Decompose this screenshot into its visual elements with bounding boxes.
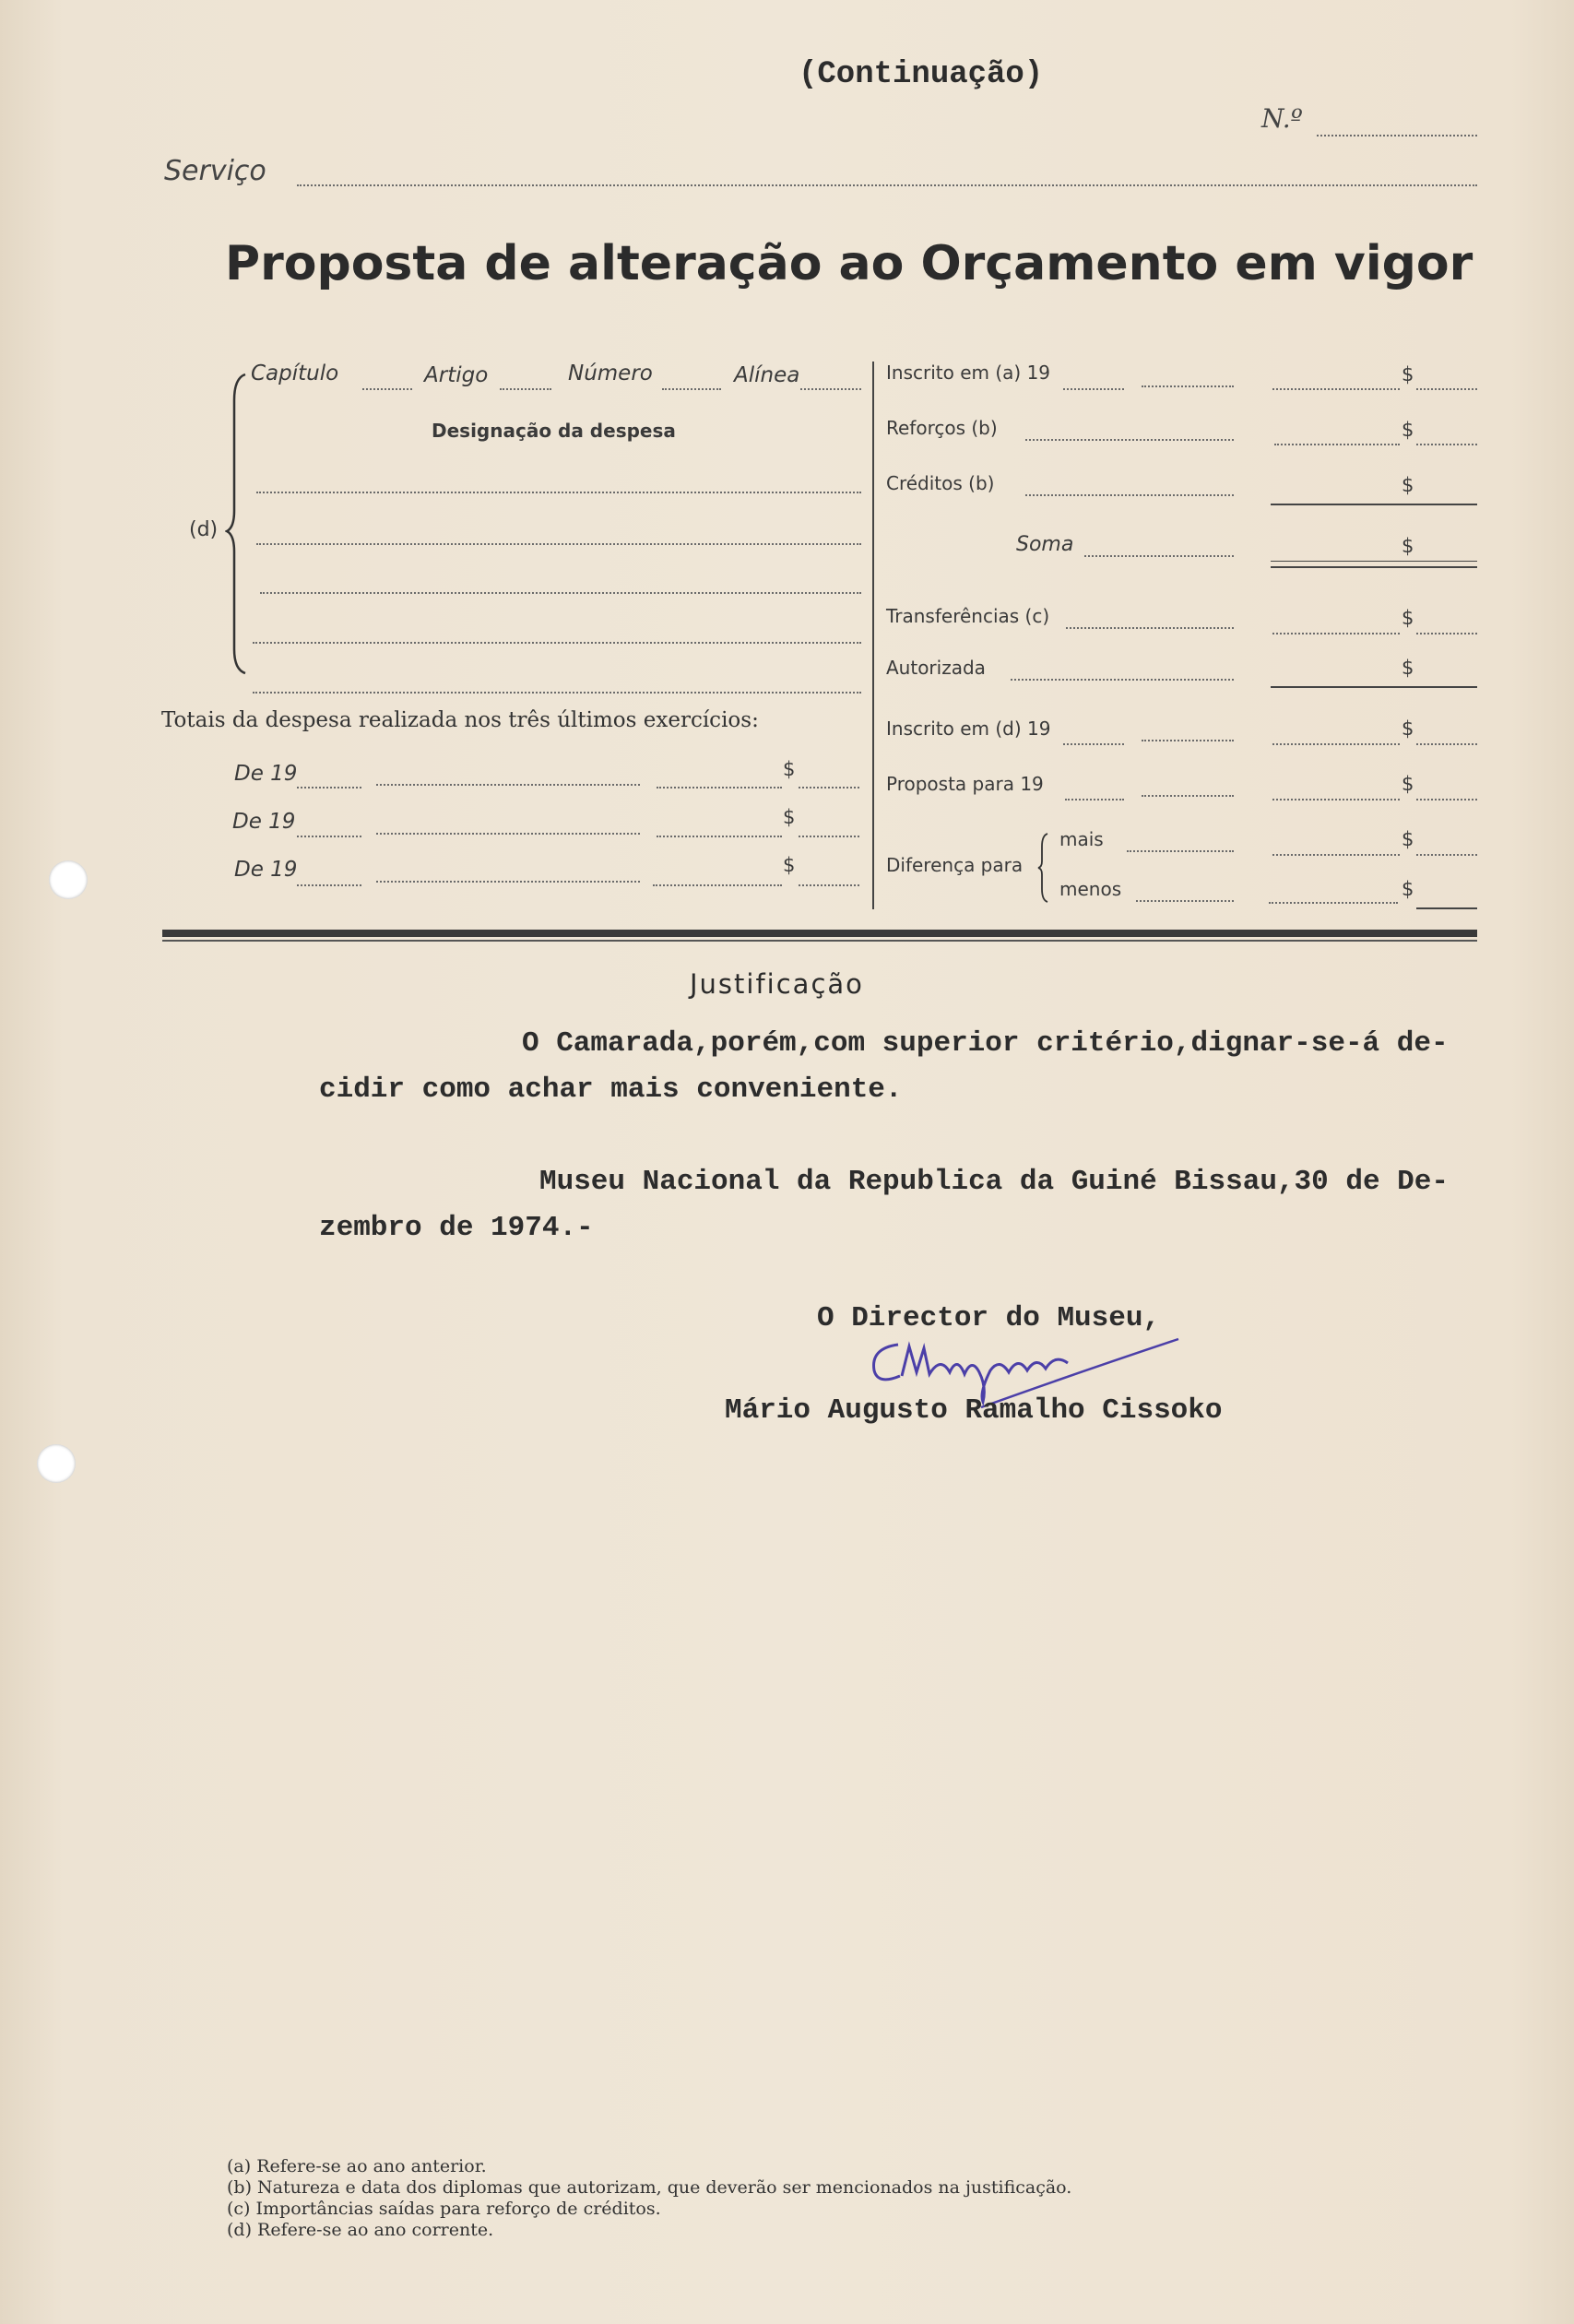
de-row-2-leader [376, 833, 640, 835]
de-row-3: De 19 [234, 858, 298, 882]
punch-hole-bottom [37, 1444, 76, 1483]
mais-label: mais [1059, 828, 1104, 850]
inscrito-a-leader [1142, 385, 1234, 387]
numero-line [662, 388, 721, 390]
soma-label: Soma [1016, 533, 1074, 556]
inscrito-a-year [1063, 388, 1124, 390]
inscrito-d-label: Inscrito em (d) 19 [886, 717, 1051, 740]
inscrito-d-leader [1142, 740, 1234, 741]
place-date-line-2: zembro de 1974.- [319, 1212, 594, 1244]
inscrito-d-year [1063, 743, 1124, 745]
proposta-year [1065, 799, 1124, 800]
creditos-amount [1271, 504, 1477, 505]
footnote-b: (b) Natureza e data dos diplomas que autorizam, que deverão ser mencionados na justificação. [227, 2177, 1072, 2198]
creditos-dollar: $ [1402, 474, 1414, 496]
footnote-c: (c) Importâncias saídas para reforço de créditos. [227, 2199, 661, 2219]
menos-dollar: $ [1402, 878, 1414, 900]
artigo-label: Artigo [424, 363, 489, 387]
de-row-2: De 19 [232, 810, 296, 834]
autorizada-dollar: $ [1402, 657, 1414, 679]
totals-title: Totais da despesa realizada nos três últimos exercícios: [161, 708, 759, 732]
soma-amount [1271, 566, 1477, 568]
transferencias-label: Transferências (c) [886, 605, 1050, 627]
soma-amount-top [1271, 561, 1477, 562]
de-row-2-cents [799, 836, 859, 837]
inscrito-a-label: Inscrito em (a) 19 [886, 362, 1051, 384]
designation-line-1 [256, 492, 861, 493]
proposta-cents [1416, 799, 1477, 800]
designacao-label: Designação da despesa [432, 420, 676, 442]
inscrito-a-amount [1272, 388, 1400, 390]
transferencias-cents [1416, 633, 1477, 634]
place-date-line-1: Museu Nacional da Republica da Guiné Bissau,30 de De- [539, 1166, 1449, 1198]
proposta-leader [1142, 795, 1234, 797]
service-label: Serviço [164, 155, 266, 187]
proposta-amount [1272, 799, 1400, 800]
alinea-line [800, 388, 861, 390]
continuation-label: (Continuação) [799, 57, 1044, 92]
d-marker: (d) [189, 518, 219, 541]
mais-dollar: $ [1402, 828, 1414, 850]
de-row-3-dollar: $ [783, 854, 796, 876]
number-label: N.º [1261, 103, 1303, 134]
signatory-name: Mário Augusto Ramalho Cissoko [725, 1394, 1223, 1427]
mais-leader [1127, 850, 1234, 852]
menos-amount [1269, 902, 1398, 904]
mais-cents [1416, 854, 1477, 856]
de-row-3-leader [376, 881, 640, 883]
punch-hole-top [49, 860, 88, 899]
de-row-3-cents [799, 884, 859, 886]
designation-line-2 [256, 543, 861, 545]
section-separator-thin [162, 940, 1477, 942]
menos-label: menos [1059, 878, 1122, 900]
numero-label: Número [568, 362, 653, 385]
column-divider [872, 362, 874, 909]
closing-line: O Director do Museu, [817, 1302, 1161, 1334]
page-title: Proposta de alteração ao Orçamento em vigor [225, 236, 1473, 291]
creditos-leader [1025, 494, 1234, 496]
footnote-a: (a) Refere-se ao ano anterior. [227, 2156, 487, 2176]
reforcos-amount [1274, 444, 1400, 445]
alinea-label: Alínea [734, 363, 800, 387]
de-row-2-dollar: $ [783, 806, 796, 828]
de-row-1-year [297, 787, 361, 788]
de-row-2-amount [657, 836, 782, 837]
inscrito-a-cents [1416, 388, 1477, 390]
inscrito-d-cents [1416, 743, 1477, 745]
curly-bracket [225, 373, 253, 675]
inscrito-d-amount [1272, 743, 1400, 745]
designation-line-5 [253, 692, 861, 694]
de-row-1-amount [657, 787, 782, 788]
reforcos-leader [1025, 439, 1234, 441]
justification-line-2: cidir como achar mais conveniente. [319, 1073, 903, 1106]
number-line [1317, 135, 1477, 136]
transferencias-amount [1272, 633, 1400, 634]
transferencias-dollar: $ [1402, 607, 1414, 629]
menos-leader [1136, 900, 1234, 902]
creditos-label: Créditos (b) [886, 472, 995, 494]
de-row-1-leader [376, 784, 640, 786]
de-row-1-cents [799, 787, 859, 788]
capitulo-label: Capítulo [251, 362, 339, 385]
inscrito-d-dollar: $ [1402, 717, 1414, 740]
de-row-2-year [297, 836, 361, 837]
diferenca-label: Diferença para [886, 854, 1024, 876]
de-row-1: De 19 [234, 762, 298, 786]
soma-leader [1084, 555, 1234, 557]
menos-cents [1416, 907, 1477, 909]
de-row-3-year [297, 884, 361, 886]
reforcos-dollar: $ [1402, 419, 1414, 441]
designation-line-4 [253, 642, 861, 644]
transferencias-leader [1066, 627, 1234, 629]
mais-amount [1272, 854, 1400, 856]
footnote-d: (d) Refere-se ao ano corrente. [227, 2220, 494, 2240]
soma-dollar: $ [1402, 535, 1414, 557]
service-line [297, 184, 1477, 186]
de-row-1-dollar: $ [783, 758, 796, 780]
justification-heading: Justificação [690, 968, 864, 1000]
autorizada-leader [1011, 679, 1234, 681]
justification-line-1: O Camarada,porém,com superior critério,dignar-se-á de- [522, 1027, 1449, 1060]
designation-line-3 [260, 592, 861, 594]
diferenca-bracket [1036, 832, 1051, 904]
proposta-dollar: $ [1402, 773, 1414, 795]
de-row-3-amount [653, 884, 782, 886]
reforcos-cents [1416, 444, 1477, 445]
section-separator [162, 930, 1477, 937]
autorizada-amount [1271, 686, 1477, 688]
proposta-label: Proposta para 19 [886, 773, 1044, 795]
capitulo-line [362, 388, 412, 390]
inscrito-a-dollar: $ [1402, 363, 1414, 385]
autorizada-label: Autorizada [886, 657, 986, 679]
artigo-line [500, 388, 551, 390]
reforcos-label: Reforços (b) [886, 417, 998, 439]
